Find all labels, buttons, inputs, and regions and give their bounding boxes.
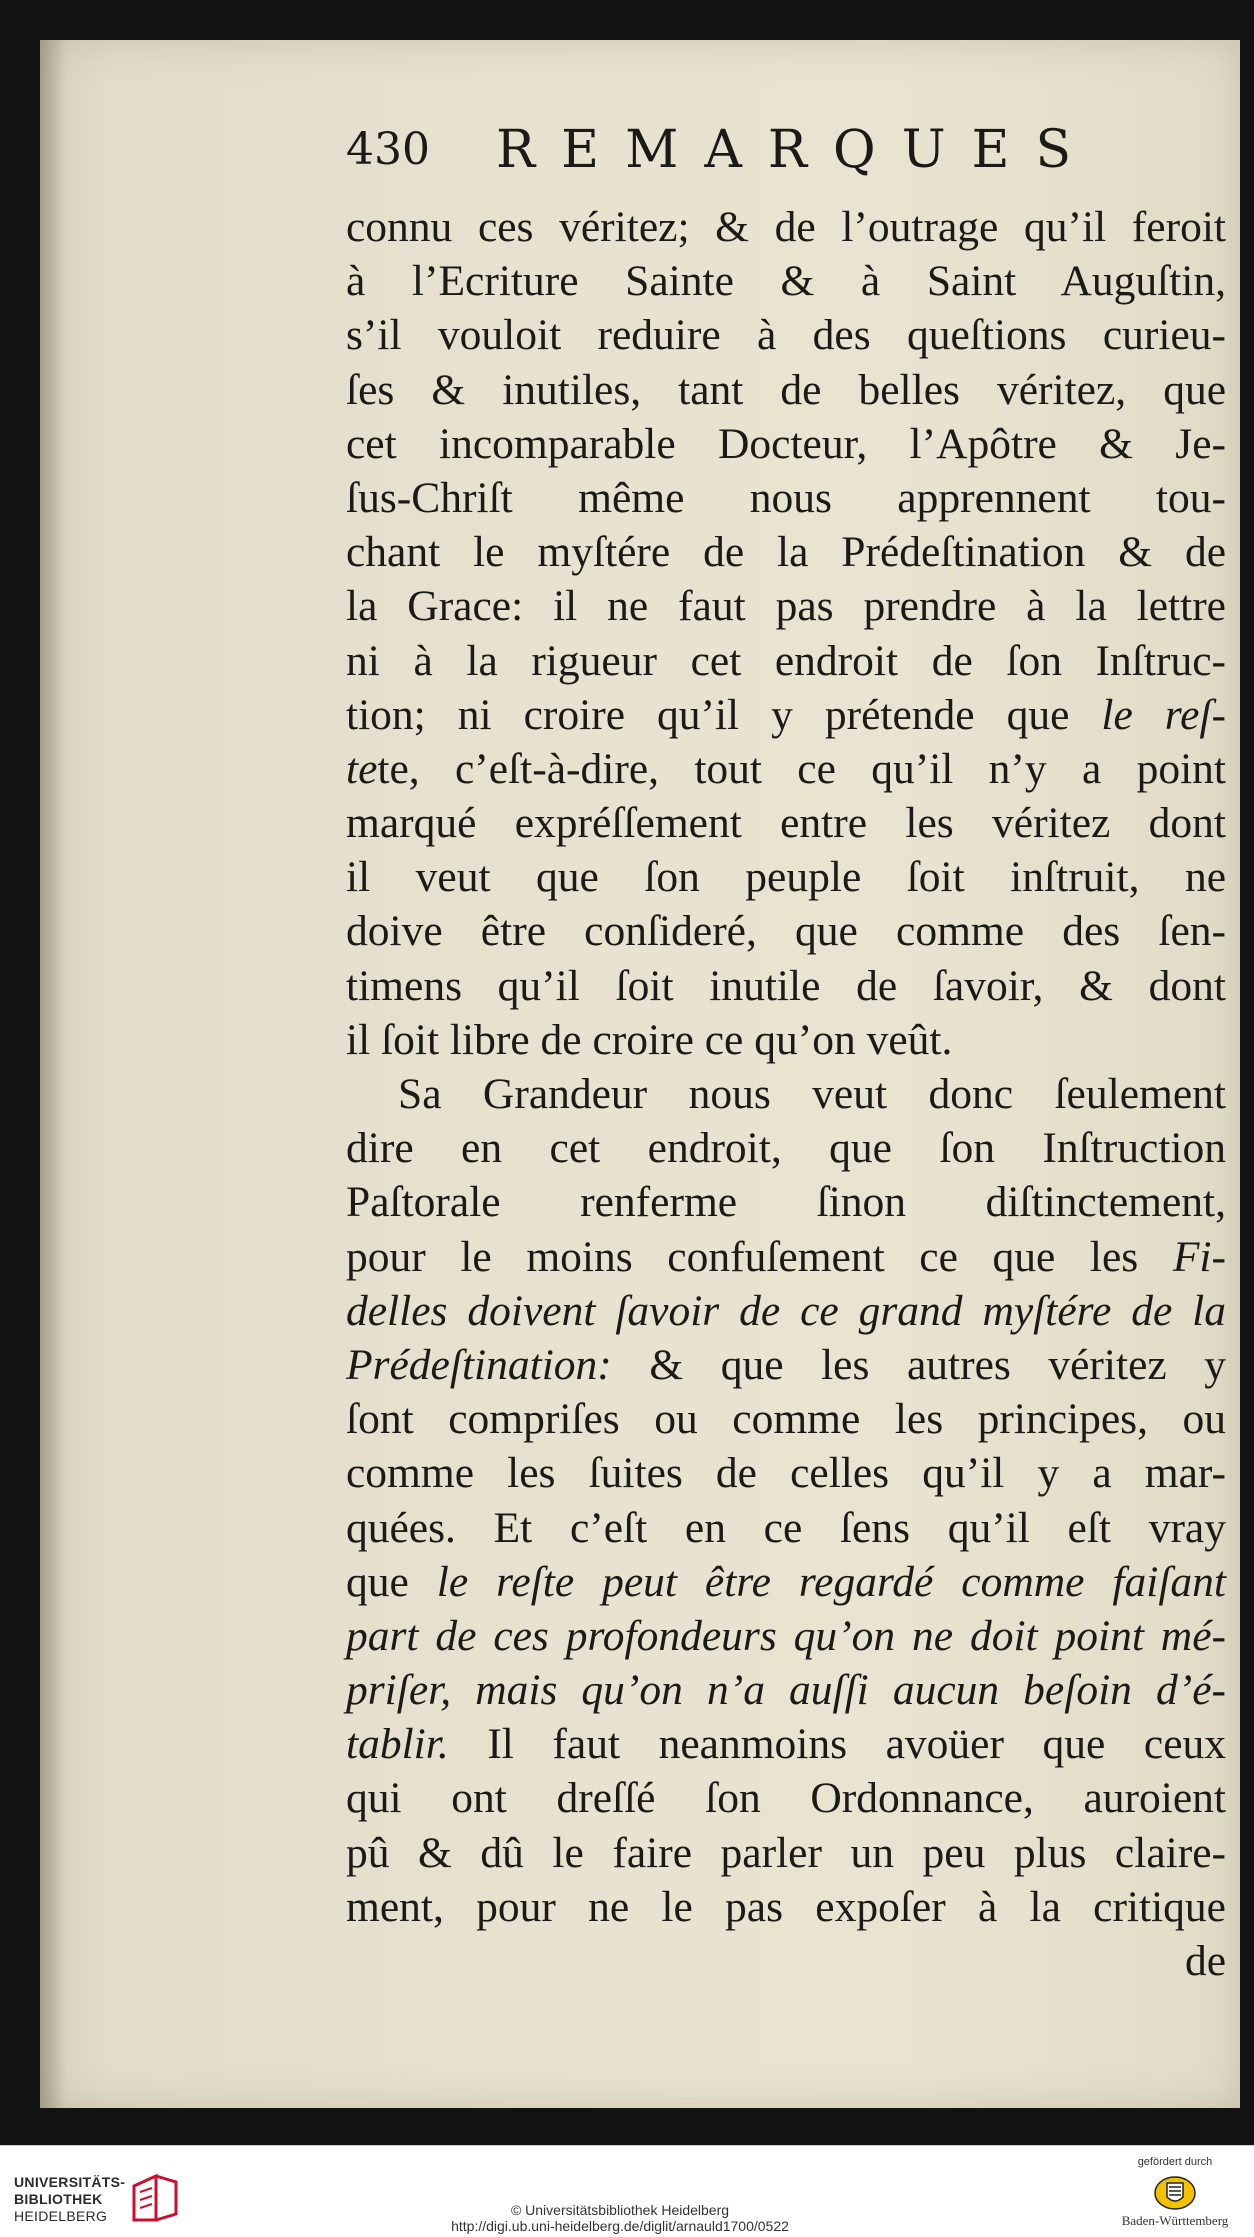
text-line: ſes & inutiles, tant de belles véritez, que <box>346 365 1226 414</box>
roman-text: Il faut neanmoins avoüer que ceux <box>487 1720 1226 1769</box>
roman-text: & que les autres véritez y <box>649 1340 1226 1389</box>
copyright-text: © Universitätsbibliothek Heidelberg <box>510 2202 730 2218</box>
text-line: qui ont dreſſé ſon Ordonnance, auroient <box>346 1774 1226 1823</box>
text-line: ni à la rigueur cet endroit de ſon Inſtruc- <box>346 636 1226 685</box>
text-line: s’il vouloit reduire à des queſtions curieu- <box>346 311 1226 360</box>
catchword: de <box>1184 1937 1226 1985</box>
italic-text: Fi- <box>1172 1232 1227 1281</box>
ub-logo-text <box>14 2174 125 2225</box>
text-line: Paſtorale renferme ſinon diſtinctement, <box>346 1178 1226 1227</box>
sponsor-name: Baden-Württemberg <box>1121 2213 1229 2228</box>
text-line: marqué expréſſement entre les véritez dont <box>346 799 1226 848</box>
text-line-mixed <box>346 1717 1226 1771</box>
italic-text: Prédeſtination: <box>346 1340 612 1389</box>
italic-text: tablir. <box>346 1720 449 1769</box>
text-line: la Grace: il ne faut pas prendre à la lettre <box>346 582 1226 631</box>
baden-wuerttemberg-logo[interactable] <box>1110 2156 1240 2236</box>
roman-text: te, c’eſt-à-dire, tout ce qu’il n’y a point <box>377 744 1226 793</box>
roman-text: pour le moins confuſement ce que les <box>346 1232 1139 1281</box>
text-line-mixed <box>346 1230 1226 1284</box>
roman-text: tion; ni croire qu’il y prétende que <box>346 690 1070 739</box>
text-line-italic: part de ces profondeurs qu’on ne doit point mé- <box>346 1611 1226 1660</box>
text-line: comme les ſuites de celles qu’il y a mar- <box>346 1449 1226 1498</box>
sponsor-label: gefördert durch <box>1137 2156 1213 2168</box>
ub-logo-mark-icon <box>126 2168 186 2228</box>
viewer-footer <box>0 2145 1254 2237</box>
footer-credits <box>340 2202 900 2234</box>
text-line: à l’Ecriture Sainte & à Saint Auguſtin, <box>346 257 1226 306</box>
permalink[interactable]: http://digi.ub.uni-heidelberg.de/diglit/arnauld1700/0522 <box>451 2218 789 2234</box>
running-title: REMARQUES <box>496 120 1098 180</box>
text-line: pû & dû le faire parler un peu plus claire- <box>346 1828 1226 1877</box>
ub-logo-line2: BIBLIOTHEK <box>14 2191 103 2207</box>
text-line: timens qu’il ſoit inutile de ſavoir, & dont <box>346 961 1226 1010</box>
ub-heidelberg-logo[interactable] <box>14 2174 214 2230</box>
text-line: doive être conſideré, que comme des ſen- <box>346 907 1226 956</box>
text-line: ment, pour ne le pas expoſer à la critique <box>346 1882 1226 1931</box>
roman-text: que <box>346 1557 409 1606</box>
book-page <box>40 40 1240 2108</box>
coat-of-arms-icon <box>1153 2175 1197 2211</box>
page-number: 430 <box>346 124 430 175</box>
ub-logo-line1: UNIVERSITÄTS- <box>14 2174 126 2190</box>
text-line: cet incomparable Docteur, l’Apôtre & Je- <box>346 419 1226 468</box>
italic-text: te <box>346 744 378 793</box>
text-line-mixed <box>346 1555 1226 1609</box>
text-line-mixed <box>346 1338 1226 1392</box>
italic-text: le reſte peut être regardé comme faiſant <box>436 1557 1227 1606</box>
text-block <box>346 100 1254 1988</box>
text-line: ſus-Chriſt même nous apprennent tou- <box>346 473 1226 522</box>
italic-text: le reſ- <box>1101 690 1226 739</box>
ub-logo-line3: HEIDELBERG <box>14 2208 108 2224</box>
text-line: il ſoit libre de croire ce qu’on veût. <box>346 1015 953 1064</box>
text-line: dire en cet endroit, que ſon Inſtruction <box>346 1124 1226 1173</box>
text-line-italic: delles doivent ſavoir de ce grand myſtére de la <box>346 1286 1226 1335</box>
text-line: connu ces véritez; & de l’outrage qu’il feroit <box>346 203 1226 251</box>
text-line-italic: priſer, mais qu’on n’a auſſi aucun beſoin d’é- <box>346 1666 1226 1715</box>
running-head <box>346 100 1254 200</box>
body-text <box>346 200 1254 1988</box>
text-line: chant le myſtére de la Prédeſtination & de <box>346 528 1226 577</box>
text-line: ſont compriſes ou comme les principes, ou <box>346 1395 1226 1444</box>
text-line: Sa Grandeur nous veut donc ſeulement <box>398 1070 1226 1118</box>
text-line-mixed <box>346 742 1226 796</box>
text-line: quées. Et c’eſt en ce ſens qu’il eſt vray <box>346 1503 1226 1552</box>
text-line-mixed <box>346 688 1226 742</box>
text-line: il veut que ſon peuple ſoit inſtruit, ne <box>346 853 1226 902</box>
